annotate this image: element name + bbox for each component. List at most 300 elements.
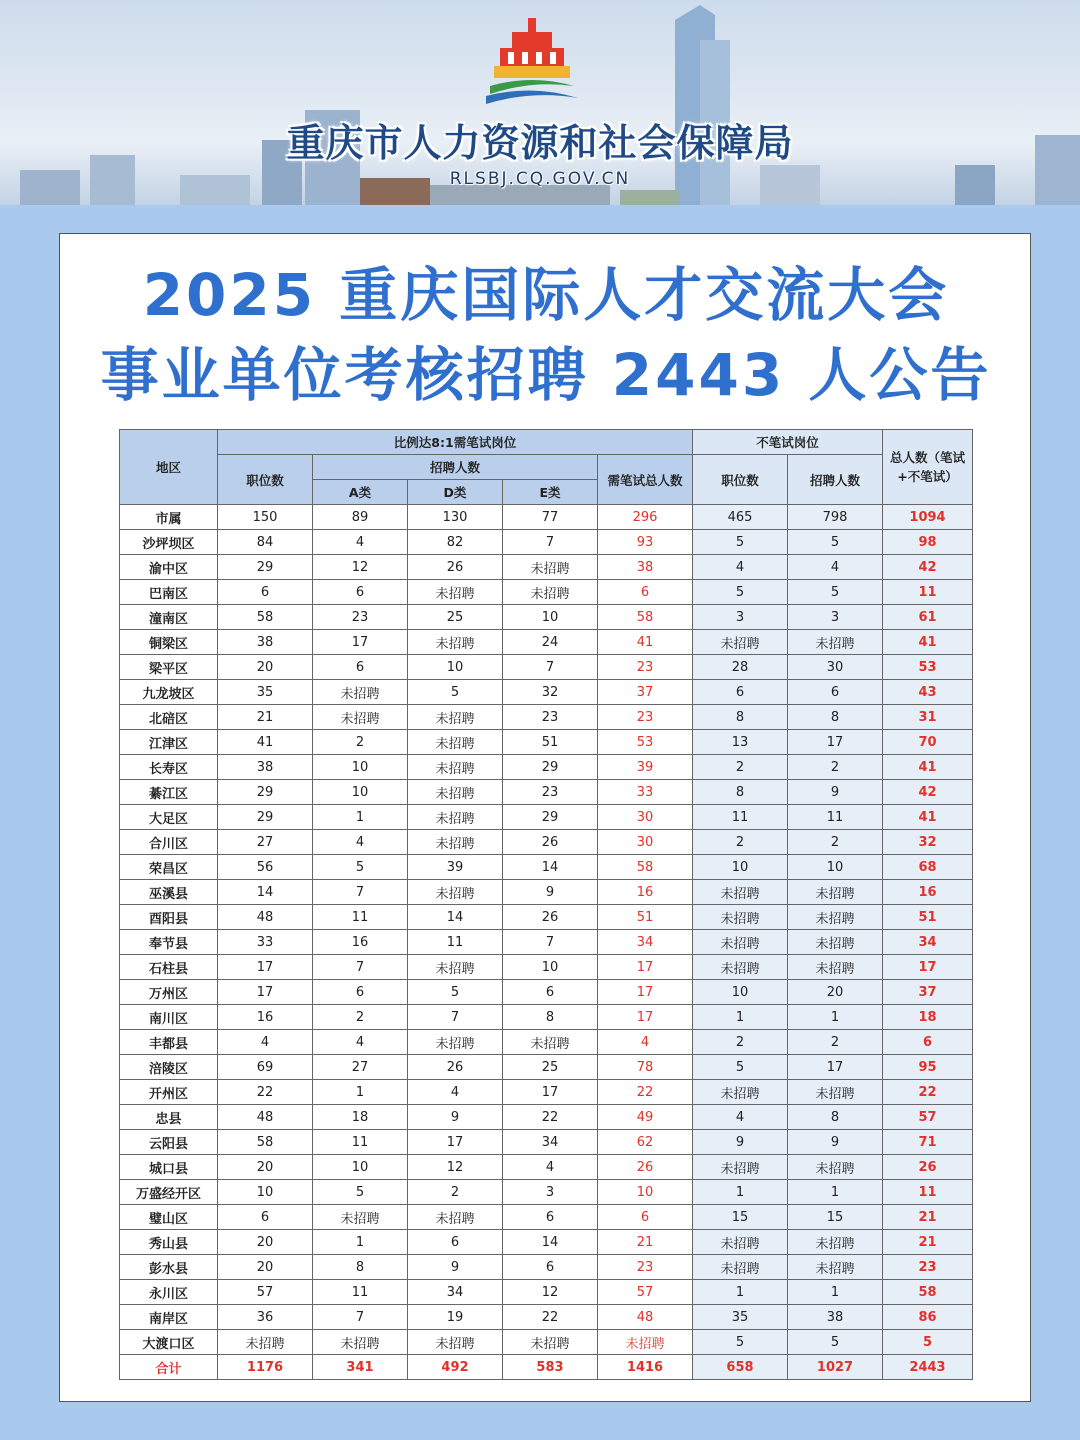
cell-class-e: 未招聘	[503, 1330, 598, 1355]
cell-nw-hires: 17	[788, 730, 883, 755]
cell-nw-hires: 30	[788, 655, 883, 680]
header-banner	[0, 0, 1080, 205]
cell-positions: 48	[218, 905, 313, 930]
cell-grand-total: 11	[883, 580, 973, 605]
cell-grand-total: 41	[883, 630, 973, 655]
cell-nw-hires: 17	[788, 1055, 883, 1080]
cell-class-e: 26	[503, 830, 598, 855]
cell-nw-positions: 10	[693, 980, 788, 1005]
cell-nw-hires: 9	[788, 1130, 883, 1155]
cell-grand-total: 23	[883, 1255, 973, 1280]
cell-positions: 27	[218, 830, 313, 855]
table-row	[120, 955, 973, 980]
cell-class-d: 未招聘	[408, 955, 503, 980]
table-row	[120, 730, 973, 755]
cell-region: 秀山县	[120, 1230, 218, 1255]
cell-written-total: 23	[598, 705, 693, 730]
cell-class-d: 未招聘	[408, 1205, 503, 1230]
cell-written-total: 78	[598, 1055, 693, 1080]
cell-class-e: 7	[503, 930, 598, 955]
cell-class-e: 22	[503, 1105, 598, 1130]
cell-class-a: 4	[313, 1030, 408, 1055]
cell-nw-positions: 4	[693, 555, 788, 580]
cell-nw-positions: 未招聘	[693, 1080, 788, 1105]
cell-class-e: 10	[503, 955, 598, 980]
cell-nw-hires: 1	[788, 1280, 883, 1305]
cell-nw-hires: 8	[788, 1105, 883, 1130]
header-nw-hires: 招聘人数	[788, 455, 883, 505]
cell-nw-hires: 5	[788, 530, 883, 555]
cell-class-e: 未招聘	[503, 580, 598, 605]
cell-class-e: 8	[503, 1005, 598, 1030]
cell-grand-total: 5	[883, 1330, 973, 1355]
cell-class-a: 7	[313, 1305, 408, 1330]
cell-nw-positions: 8	[693, 780, 788, 805]
cell-class-d: 19	[408, 1305, 503, 1330]
cell-nw-hires: 15	[788, 1205, 883, 1230]
cell-class-e: 14	[503, 1230, 598, 1255]
cell-positions: 58	[218, 605, 313, 630]
table-row	[120, 855, 973, 880]
cell-written-total: 10	[598, 1180, 693, 1205]
cell-region: 彭水县	[120, 1255, 218, 1280]
cell-class-a: 未招聘	[313, 705, 408, 730]
cell-class-d: 10	[408, 655, 503, 680]
cell-positions: 未招聘	[218, 1330, 313, 1355]
cell-positions: 48	[218, 1105, 313, 1130]
cell-written-total: 58	[598, 855, 693, 880]
cell-class-a: 未招聘	[313, 680, 408, 705]
cell-written-total: 26	[598, 1155, 693, 1180]
cell-class-e: 14	[503, 855, 598, 880]
cell-class-d: 4	[408, 1080, 503, 1105]
announcement-card	[59, 233, 1031, 1402]
cell-class-a: 17	[313, 630, 408, 655]
cell-class-e: 77	[503, 505, 598, 530]
cell-class-e: 23	[503, 780, 598, 805]
cell-positions: 41	[218, 730, 313, 755]
cell-written-total: 17	[598, 955, 693, 980]
table-row	[120, 1105, 973, 1130]
cell-class-e: 6	[503, 1205, 598, 1230]
cell-written-total: 57	[598, 1280, 693, 1305]
cell-grand-total: 86	[883, 1305, 973, 1330]
cell-positions: 20	[218, 1255, 313, 1280]
cell-positions: 56	[218, 855, 313, 880]
cell-region: 长寿区	[120, 755, 218, 780]
cell-nw-hires: 5	[788, 1330, 883, 1355]
cell-grand-total: 6	[883, 1030, 973, 1055]
cell-written-total: 38	[598, 555, 693, 580]
table-row	[120, 1205, 973, 1230]
cell-nw-positions: 10	[693, 855, 788, 880]
cell-class-e: 12	[503, 1280, 598, 1305]
cell-region: 南川区	[120, 1005, 218, 1030]
cell-written-total: 30	[598, 830, 693, 855]
cell-nw-hires: 5	[788, 580, 883, 605]
cell-nw-hires: 2	[788, 755, 883, 780]
table-row	[120, 755, 973, 780]
cell-nw-hires: 未招聘	[788, 905, 883, 930]
cell-nw-hires: 2	[788, 1030, 883, 1055]
cell-class-d: 12	[408, 1155, 503, 1180]
cell-written-total: 58	[598, 605, 693, 630]
cell-region: 江津区	[120, 730, 218, 755]
cell-class-e: 7	[503, 655, 598, 680]
cell-region: 荣昌区	[120, 855, 218, 880]
cell-class-a: 10	[313, 780, 408, 805]
cell-class-a: 7	[313, 955, 408, 980]
table-row	[120, 1155, 973, 1180]
cell-positions: 6	[218, 1205, 313, 1230]
header-class-d: D类	[408, 480, 503, 505]
cell-positions: 6	[218, 580, 313, 605]
cell-written-total: 48	[598, 1305, 693, 1330]
cell-nw-positions: 465	[693, 505, 788, 530]
cell-nw-positions: 5	[693, 1055, 788, 1080]
header-no-written-group: 不笔试岗位	[693, 430, 883, 455]
sum-cell-class-a: 341	[313, 1355, 408, 1380]
header-region: 地区	[120, 430, 218, 505]
header-written-total: 需笔试总人数	[598, 455, 693, 505]
cell-class-a: 6	[313, 655, 408, 680]
cell-class-d: 39	[408, 855, 503, 880]
cell-nw-positions: 5	[693, 580, 788, 605]
cell-grand-total: 18	[883, 1005, 973, 1030]
cell-class-d: 26	[408, 1055, 503, 1080]
cell-class-e: 6	[503, 980, 598, 1005]
sum-cell-grand-total: 2443	[883, 1355, 973, 1380]
cell-class-e: 29	[503, 755, 598, 780]
cell-class-a: 1	[313, 805, 408, 830]
table-row	[120, 905, 973, 930]
table-row	[120, 1230, 973, 1255]
cell-written-total: 6	[598, 1205, 693, 1230]
cell-nw-hires: 2	[788, 830, 883, 855]
cell-grand-total: 57	[883, 1105, 973, 1130]
cell-class-a: 7	[313, 880, 408, 905]
cell-nw-hires: 3	[788, 605, 883, 630]
cell-class-a: 1	[313, 1080, 408, 1105]
cell-positions: 20	[218, 655, 313, 680]
cell-written-total: 34	[598, 930, 693, 955]
cell-grand-total: 16	[883, 880, 973, 905]
cell-class-a: 4	[313, 530, 408, 555]
cell-positions: 20	[218, 1155, 313, 1180]
cell-nw-hires: 未招聘	[788, 1255, 883, 1280]
cell-class-a: 11	[313, 1280, 408, 1305]
cell-class-d: 未招聘	[408, 1330, 503, 1355]
cell-region: 沙坪坝区	[120, 530, 218, 555]
cell-positions: 17	[218, 980, 313, 1005]
cell-grand-total: 21	[883, 1230, 973, 1255]
cell-grand-total: 32	[883, 830, 973, 855]
sum-cell-nw-positions: 658	[693, 1355, 788, 1380]
cell-nw-positions: 未招聘	[693, 630, 788, 655]
cell-written-total: 39	[598, 755, 693, 780]
table-row	[120, 880, 973, 905]
cell-nw-positions: 未招聘	[693, 1155, 788, 1180]
cell-class-a: 11	[313, 1130, 408, 1155]
cell-class-d: 130	[408, 505, 503, 530]
table-row	[120, 1255, 973, 1280]
cell-class-d: 未招聘	[408, 730, 503, 755]
table-row	[120, 655, 973, 680]
cell-region: 万州区	[120, 980, 218, 1005]
cell-nw-positions: 11	[693, 805, 788, 830]
cell-grand-total: 58	[883, 1280, 973, 1305]
cell-grand-total: 95	[883, 1055, 973, 1080]
cell-nw-hires: 8	[788, 705, 883, 730]
cell-grand-total: 34	[883, 930, 973, 955]
cell-region: 渝中区	[120, 555, 218, 580]
cell-nw-hires: 6	[788, 680, 883, 705]
cell-positions: 16	[218, 1005, 313, 1030]
cell-grand-total: 31	[883, 705, 973, 730]
cell-nw-positions: 1	[693, 1280, 788, 1305]
cell-positions: 38	[218, 755, 313, 780]
cell-grand-total: 42	[883, 555, 973, 580]
cell-positions: 21	[218, 705, 313, 730]
cell-class-d: 34	[408, 1280, 503, 1305]
cell-region: 奉节县	[120, 930, 218, 955]
table-row	[120, 930, 973, 955]
cell-class-a: 8	[313, 1255, 408, 1280]
cell-grand-total: 37	[883, 980, 973, 1005]
cell-written-total: 23	[598, 655, 693, 680]
cell-positions: 4	[218, 1030, 313, 1055]
cell-class-a: 10	[313, 755, 408, 780]
cell-written-total: 53	[598, 730, 693, 755]
cell-class-a: 27	[313, 1055, 408, 1080]
cell-positions: 36	[218, 1305, 313, 1330]
cell-positions: 33	[218, 930, 313, 955]
cell-nw-positions: 2	[693, 755, 788, 780]
cell-class-e: 23	[503, 705, 598, 730]
cell-grand-total: 71	[883, 1130, 973, 1155]
cell-class-a: 未招聘	[313, 1205, 408, 1230]
cell-region: 城口县	[120, 1155, 218, 1180]
cell-class-e: 未招聘	[503, 555, 598, 580]
cell-nw-hires: 1	[788, 1180, 883, 1205]
cell-nw-positions: 13	[693, 730, 788, 755]
cell-positions: 35	[218, 680, 313, 705]
cell-class-a: 2	[313, 1005, 408, 1030]
cell-region: 永川区	[120, 1280, 218, 1305]
cell-class-a: 12	[313, 555, 408, 580]
cell-nw-hires: 未招聘	[788, 630, 883, 655]
table-row	[120, 830, 973, 855]
cell-positions: 150	[218, 505, 313, 530]
cell-region: 璧山区	[120, 1205, 218, 1230]
cell-region: 北碚区	[120, 705, 218, 730]
cell-written-total: 33	[598, 780, 693, 805]
cell-written-total: 未招聘	[598, 1330, 693, 1355]
cell-grand-total: 11	[883, 1180, 973, 1205]
table-body	[120, 505, 973, 1380]
cell-region: 丰都县	[120, 1030, 218, 1055]
cell-nw-positions: 15	[693, 1205, 788, 1230]
table-row	[120, 980, 973, 1005]
recruitment-table	[119, 429, 973, 1380]
cell-region: 忠县	[120, 1105, 218, 1130]
cell-class-e: 25	[503, 1055, 598, 1080]
cell-class-e: 26	[503, 905, 598, 930]
cell-class-e: 未招聘	[503, 1030, 598, 1055]
cell-nw-positions: 未招聘	[693, 955, 788, 980]
table-header	[120, 430, 973, 505]
cell-region: 巫溪县	[120, 880, 218, 905]
table-row	[120, 630, 973, 655]
cell-nw-positions: 2	[693, 1030, 788, 1055]
table-row	[120, 505, 973, 530]
cell-nw-positions: 5	[693, 1330, 788, 1355]
cell-written-total: 51	[598, 905, 693, 930]
cell-class-d: 未招聘	[408, 780, 503, 805]
cell-class-d: 26	[408, 555, 503, 580]
cell-positions: 57	[218, 1280, 313, 1305]
cell-grand-total: 17	[883, 955, 973, 980]
cell-grand-total: 42	[883, 780, 973, 805]
header-nw-positions: 职位数	[693, 455, 788, 505]
header-hires-group: 招聘人数	[313, 455, 598, 480]
cell-written-total: 296	[598, 505, 693, 530]
organization-url: RLSBJ.CQ.GOV.CN	[449, 169, 631, 189]
cell-class-e: 24	[503, 630, 598, 655]
cell-nw-positions: 6	[693, 680, 788, 705]
cell-region: 云阳县	[120, 1130, 218, 1155]
cell-region: 开州区	[120, 1080, 218, 1105]
cell-class-d: 9	[408, 1105, 503, 1130]
cell-grand-total: 53	[883, 655, 973, 680]
cell-nw-positions: 1	[693, 1180, 788, 1205]
cell-grand-total: 21	[883, 1205, 973, 1230]
cell-class-d: 6	[408, 1230, 503, 1255]
cell-nw-hires: 未招聘	[788, 1155, 883, 1180]
cell-nw-positions: 4	[693, 1105, 788, 1130]
cell-nw-hires: 798	[788, 505, 883, 530]
cell-positions: 29	[218, 780, 313, 805]
cell-class-a: 89	[313, 505, 408, 530]
cell-class-e: 51	[503, 730, 598, 755]
header-written-group: 比例达8:1需笔试岗位	[218, 430, 693, 455]
cell-class-d: 9	[408, 1255, 503, 1280]
cell-positions: 14	[218, 880, 313, 905]
cell-positions: 58	[218, 1130, 313, 1155]
cell-grand-total: 61	[883, 605, 973, 630]
cell-class-e: 7	[503, 530, 598, 555]
cell-class-a: 18	[313, 1105, 408, 1130]
cell-nw-positions: 未招聘	[693, 1255, 788, 1280]
cell-region: 潼南区	[120, 605, 218, 630]
cell-region: 酉阳县	[120, 905, 218, 930]
cell-class-a: 4	[313, 830, 408, 855]
cell-region: 梁平区	[120, 655, 218, 680]
cell-positions: 29	[218, 555, 313, 580]
bureau-logo	[482, 14, 582, 106]
table-row	[120, 605, 973, 630]
cell-class-d: 25	[408, 605, 503, 630]
cell-region: 涪陵区	[120, 1055, 218, 1080]
cell-class-d: 未招聘	[408, 805, 503, 830]
cell-grand-total: 41	[883, 805, 973, 830]
cell-class-d: 未招聘	[408, 830, 503, 855]
cell-written-total: 37	[598, 680, 693, 705]
cell-written-total: 62	[598, 1130, 693, 1155]
cell-written-total: 21	[598, 1230, 693, 1255]
cell-class-d: 未招聘	[408, 880, 503, 905]
cell-grand-total: 43	[883, 680, 973, 705]
cell-class-a: 6	[313, 580, 408, 605]
cell-grand-total: 26	[883, 1155, 973, 1180]
cell-nw-hires: 未招聘	[788, 930, 883, 955]
sum-cell-positions: 1176	[218, 1355, 313, 1380]
cell-grand-total: 70	[883, 730, 973, 755]
table-row	[120, 780, 973, 805]
cell-class-a: 未招聘	[313, 1330, 408, 1355]
cell-class-e: 22	[503, 1305, 598, 1330]
cell-nw-positions: 2	[693, 830, 788, 855]
cell-class-d: 11	[408, 930, 503, 955]
cell-grand-total: 68	[883, 855, 973, 880]
header-class-a: A类	[313, 480, 408, 505]
cell-class-e: 17	[503, 1080, 598, 1105]
cell-written-total: 30	[598, 805, 693, 830]
cell-nw-positions: 未招聘	[693, 880, 788, 905]
cell-class-e: 34	[503, 1130, 598, 1155]
cell-positions: 20	[218, 1230, 313, 1255]
cell-nw-positions: 5	[693, 530, 788, 555]
cell-class-d: 未招聘	[408, 755, 503, 780]
cell-nw-hires: 1	[788, 1005, 883, 1030]
table-row	[120, 705, 973, 730]
cell-positions: 29	[218, 805, 313, 830]
sum-cell-written-total: 1416	[598, 1355, 693, 1380]
cell-positions: 84	[218, 530, 313, 555]
cell-class-a: 16	[313, 930, 408, 955]
sum-cell-region: 合计	[120, 1355, 218, 1380]
cell-region: 大渡口区	[120, 1330, 218, 1355]
cell-nw-hires: 11	[788, 805, 883, 830]
cell-grand-total: 51	[883, 905, 973, 930]
cell-positions: 69	[218, 1055, 313, 1080]
cell-positions: 10	[218, 1180, 313, 1205]
header-grand-total: 总人数（笔试+不笔试）	[883, 430, 973, 505]
organization-name: 重庆市人力资源和社会保障局	[286, 121, 794, 165]
sum-cell-class-e: 583	[503, 1355, 598, 1380]
cell-nw-positions: 未招聘	[693, 1230, 788, 1255]
cell-class-e: 3	[503, 1180, 598, 1205]
cell-region: 大足区	[120, 805, 218, 830]
cell-grand-total: 41	[883, 755, 973, 780]
cell-nw-positions: 未招聘	[693, 905, 788, 930]
table-row	[120, 680, 973, 705]
cell-nw-positions: 8	[693, 705, 788, 730]
cell-nw-hires: 4	[788, 555, 883, 580]
cell-written-total: 22	[598, 1080, 693, 1105]
cell-positions: 17	[218, 955, 313, 980]
table-sum-row	[120, 1355, 973, 1380]
cell-class-d: 未招聘	[408, 705, 503, 730]
cell-grand-total: 1094	[883, 505, 973, 530]
cell-nw-hires: 未招聘	[788, 880, 883, 905]
cell-class-e: 9	[503, 880, 598, 905]
table-row	[120, 1030, 973, 1055]
cell-region: 九龙坡区	[120, 680, 218, 705]
cell-written-total: 49	[598, 1105, 693, 1130]
cell-nw-positions: 未招聘	[693, 930, 788, 955]
cell-nw-hires: 9	[788, 780, 883, 805]
